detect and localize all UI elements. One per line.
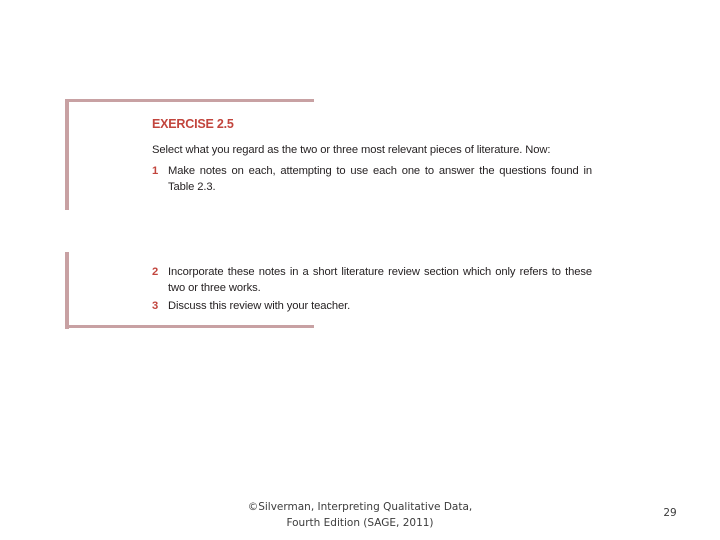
page-number: 29 (663, 507, 677, 519)
exercise-title: EXERCISE 2.5 (152, 117, 234, 131)
footer-citation (230, 499, 490, 531)
exercise-item (152, 163, 592, 195)
footer-citation-line-2: Fourth Edition (SAGE, 2011) (286, 517, 434, 529)
exercise-item-text: Discuss this review with your teacher. (168, 300, 351, 312)
exercise-frame-top-border (65, 99, 314, 102)
exercise-item-number: 3 (152, 300, 159, 312)
exercise-frame-left-border-lower (65, 252, 69, 329)
exercise-item-number: 1 (152, 165, 159, 177)
exercise-item-text: Incorporate these notes in a short literature review section which only refers to these two or three works. (168, 266, 592, 294)
exercise-frame-left-border-upper (65, 99, 69, 210)
exercise-item-text: Make notes on each, attempting to use each one to answer the questions found in Table 2.3. (168, 165, 592, 193)
exercise-item-number: 2 (152, 266, 159, 278)
footer-citation-line-1: ©Silverman, Interpreting Qualitative Data, (247, 501, 473, 513)
exercise-frame-bottom-border (65, 325, 314, 328)
exercise-intro: Select what you regard as the two or three most relevant pieces of literature. Now: (152, 144, 551, 156)
exercise-item (152, 298, 592, 314)
exercise-item (152, 264, 592, 296)
